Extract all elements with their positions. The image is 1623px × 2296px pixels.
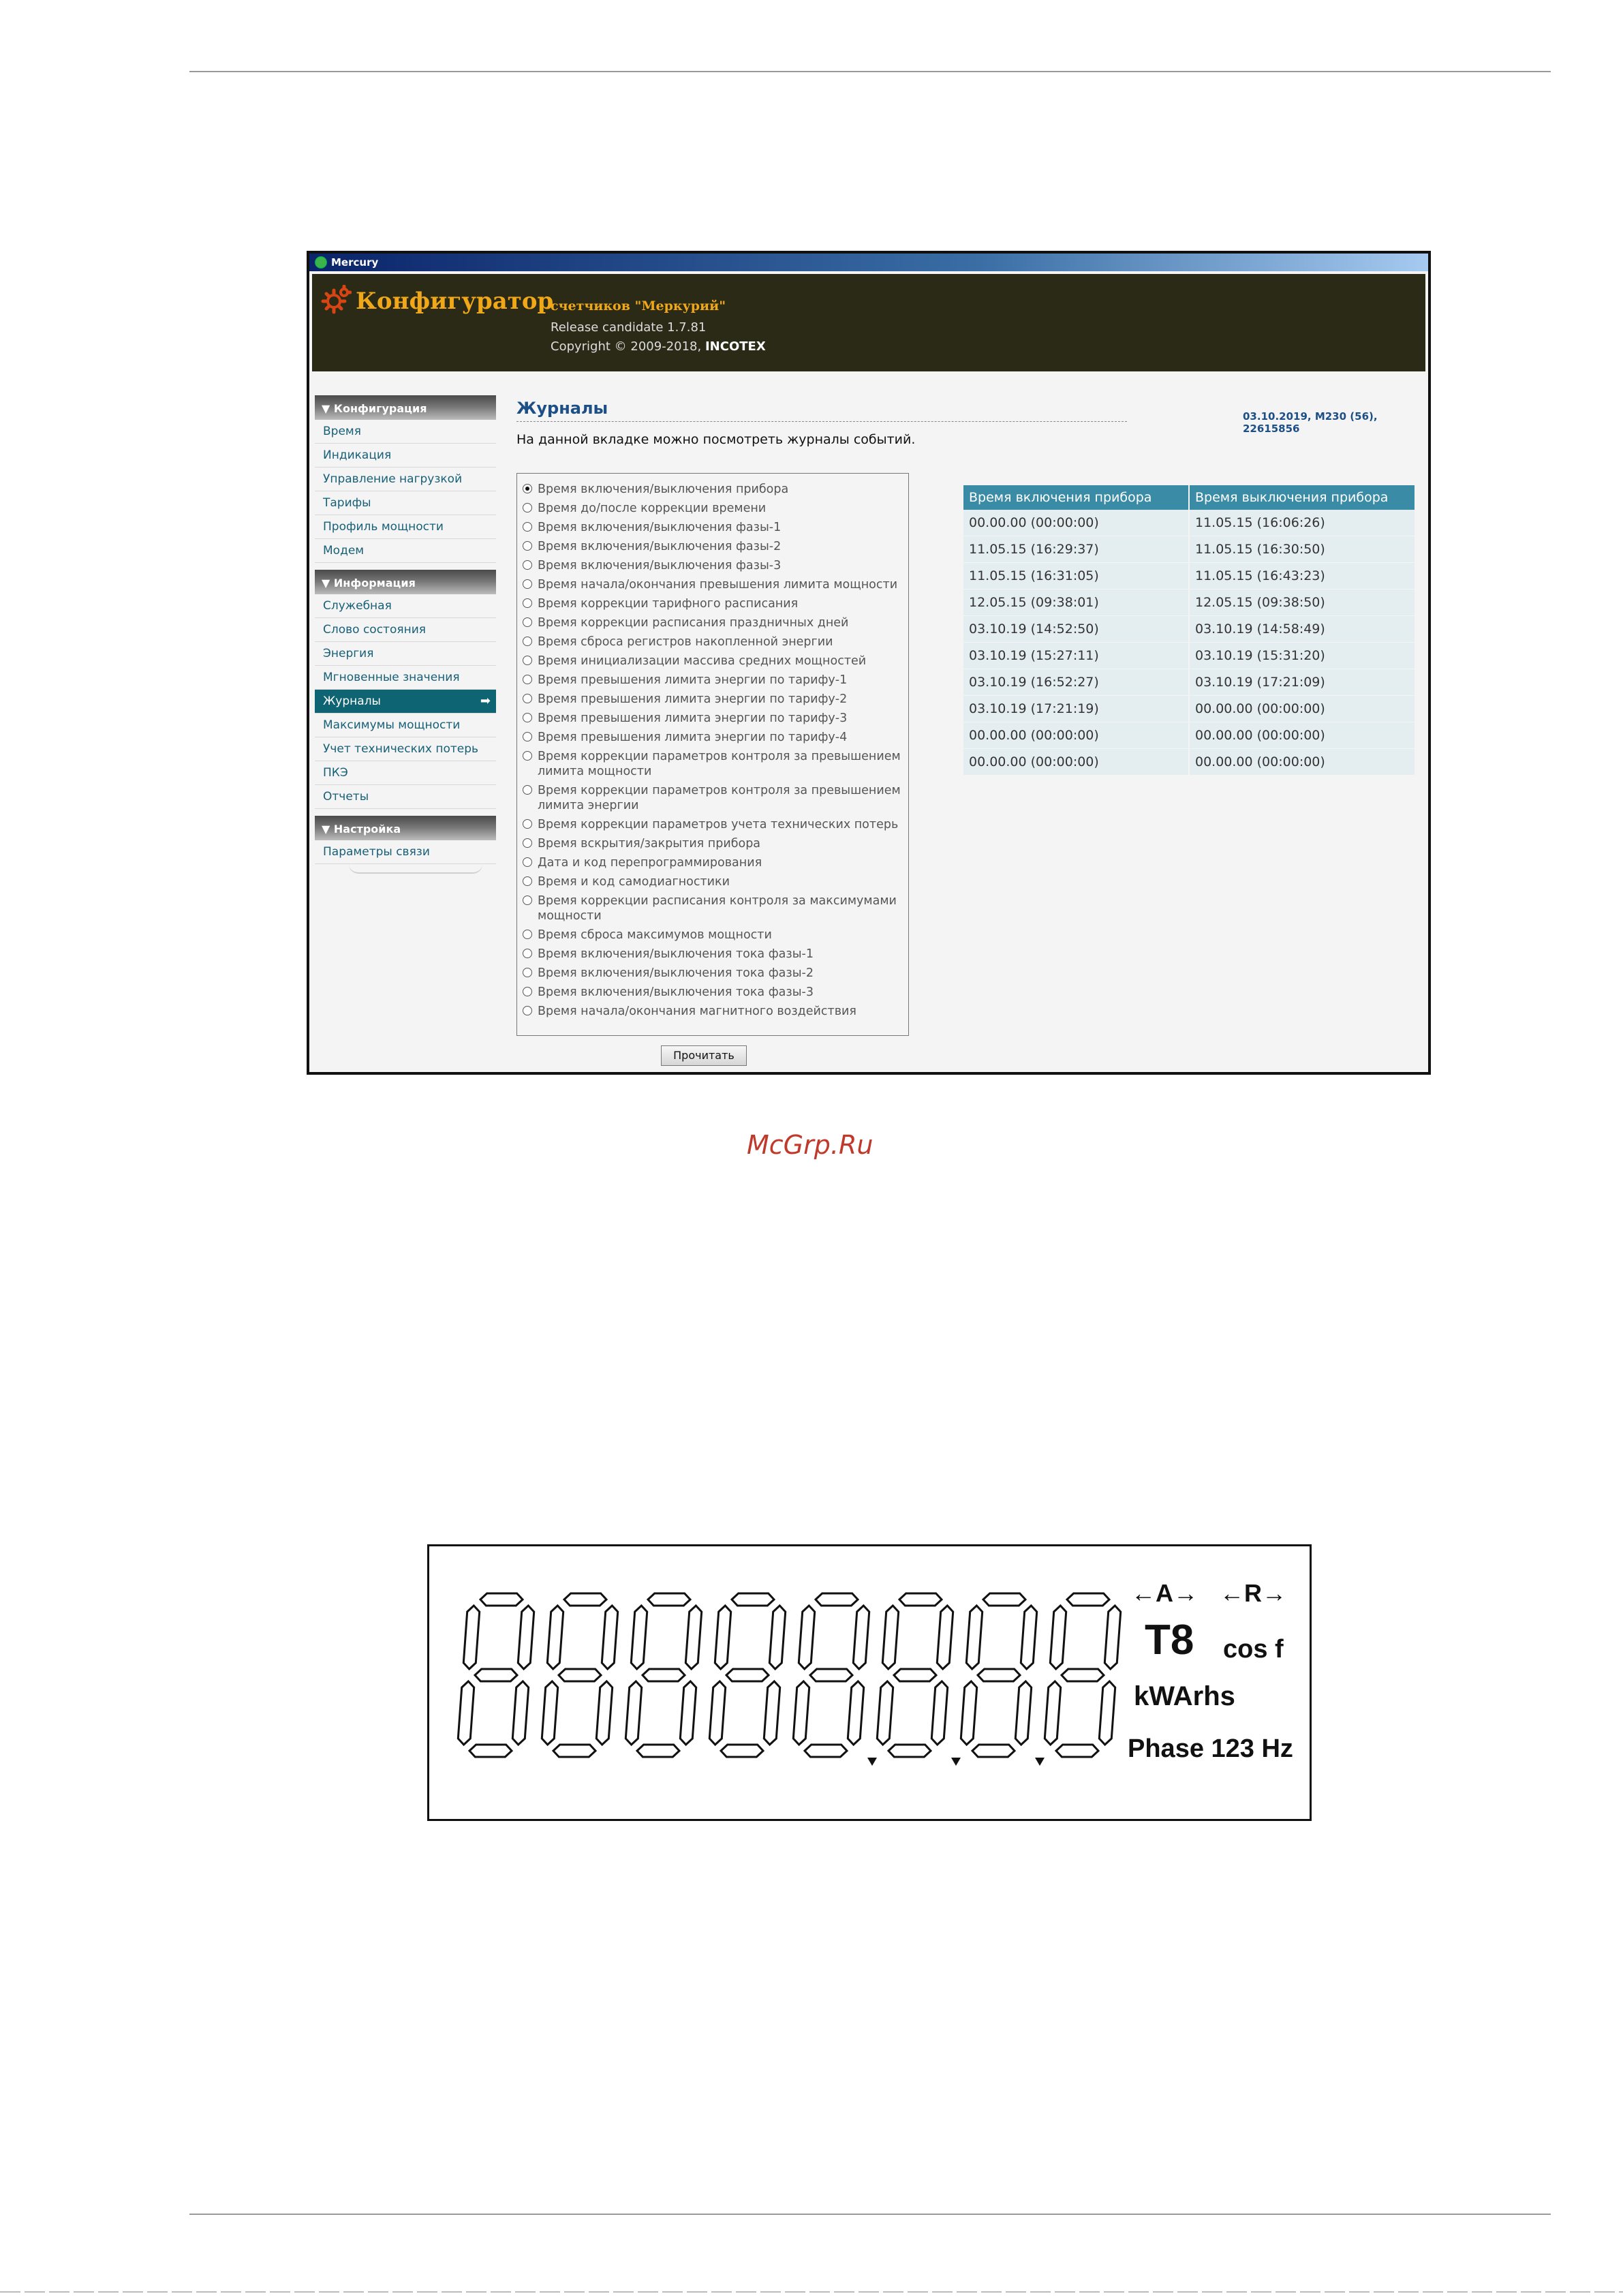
radio-icon[interactable]	[523, 968, 532, 977]
journal-option[interactable]	[517, 709, 908, 728]
sidebar-item-time[interactable]: Время	[315, 420, 496, 444]
journal-option-label: Время начала/окончания превышения лимита мощности	[538, 578, 898, 592]
journal-option[interactable]	[517, 925, 908, 945]
sidebar-item-energy[interactable]: Энергия	[315, 642, 496, 666]
arrow-right-icon: ➡	[480, 694, 491, 708]
segment-e	[793, 1681, 809, 1745]
page-bottom-rule	[189, 2214, 1551, 2215]
radio-icon[interactable]	[523, 857, 532, 867]
sidebar-nav	[315, 395, 496, 874]
segment-g	[1062, 1669, 1104, 1681]
sidebar-item-technical-losses[interactable]: Учет технических потерь	[315, 737, 496, 761]
segment-c	[1015, 1681, 1031, 1745]
segment-d	[469, 1745, 512, 1757]
segment-f	[1050, 1606, 1066, 1669]
journal-option[interactable]	[517, 945, 908, 964]
radio-icon[interactable]	[523, 617, 532, 627]
segment-f	[463, 1606, 479, 1669]
page-description: На данной вкладке можно посмотреть журналы событий.	[516, 432, 916, 447]
decimal-point-marker	[1035, 1758, 1045, 1766]
journal-option[interactable]	[517, 480, 908, 499]
journal-option[interactable]	[517, 983, 908, 1002]
journal-option-label: Время до/после коррекции времени	[538, 502, 767, 515]
segment-e	[1045, 1681, 1060, 1745]
lcd-display-diagram	[427, 1544, 1312, 1821]
segment-e	[961, 1681, 976, 1745]
copyright: Copyright © 2009-2018, INCOTEX	[551, 339, 766, 354]
radio-icon[interactable]	[523, 1006, 532, 1015]
journal-option-label: Время превышения лимита энергии по тарифу-4	[538, 731, 848, 744]
table-row	[963, 749, 1415, 776]
journal-option-label: Время коррекции тарифного расписания	[538, 597, 799, 611]
journal-option-label: Время коррекции расписания контроля за максимумами мощности	[538, 894, 897, 923]
cell-on-time: 11.05.15 (16:29:37)	[963, 536, 1188, 563]
decimal-point-marker	[951, 1758, 961, 1766]
segment-b	[1021, 1606, 1036, 1669]
journal-option-label: Дата и код перепрограммирования	[538, 856, 762, 870]
segment-e	[709, 1681, 725, 1745]
cell-off-time: 03.10.19 (14:58:49)	[1190, 616, 1415, 643]
segment-g	[978, 1669, 1020, 1681]
segment-f	[547, 1606, 563, 1669]
journal-option[interactable]	[517, 781, 908, 815]
cell-off-time: 00.00.00 (00:00:00)	[1190, 749, 1415, 776]
column-header-on-time: Время включения прибора	[963, 485, 1188, 510]
radio-icon[interactable]	[523, 987, 532, 996]
segment-g	[810, 1669, 852, 1681]
active-energy-label: ←A→	[1131, 1579, 1198, 1607]
radio-icon[interactable]	[523, 838, 532, 848]
sidebar-item-tariffs[interactable]: Тарифы	[315, 491, 496, 515]
segment-e	[542, 1681, 557, 1745]
journal-option[interactable]	[517, 575, 908, 594]
segment-a	[732, 1593, 774, 1606]
table-row	[963, 669, 1415, 696]
segment-b	[602, 1606, 617, 1669]
sidebar-section-configuration[interactable]: ▼ Конфигурация	[315, 395, 496, 420]
journal-option-label: Время инициализации массива средних мощностей	[538, 654, 867, 668]
sidebar-item-power-maximums[interactable]: Максимумы мощности	[315, 714, 496, 737]
journal-option[interactable]	[517, 556, 908, 575]
journal-option-label: Время включения/выключения прибора	[538, 483, 789, 496]
segment-e	[877, 1681, 893, 1745]
journal-option-label: Время включения/выключения тока фазы-2	[538, 966, 814, 980]
radio-icon[interactable]	[523, 785, 532, 795]
sidebar-item-journals[interactable]: Журналы ➡	[315, 690, 496, 714]
journal-option[interactable]	[517, 537, 908, 556]
journal-option[interactable]	[517, 613, 908, 632]
gear-icon	[320, 285, 352, 316]
cell-on-time: 03.10.19 (17:21:19)	[963, 696, 1188, 722]
table-row	[963, 590, 1415, 616]
segment-f	[799, 1606, 814, 1669]
cell-on-time: 00.00.00 (00:00:00)	[963, 749, 1188, 776]
sidebar-item-modem[interactable]: Модем	[315, 539, 496, 563]
journal-option[interactable]	[517, 518, 908, 537]
journal-option-label: Время сброса регистров накопленной энергии	[538, 635, 833, 649]
segment-c	[596, 1681, 612, 1745]
journal-option[interactable]	[517, 872, 908, 891]
segment-b	[853, 1606, 869, 1669]
segment-g	[726, 1669, 769, 1681]
journal-option[interactable]	[517, 594, 908, 613]
segment-d	[805, 1745, 847, 1757]
sidebar-footer-curve	[349, 864, 482, 874]
segment-c	[1099, 1681, 1115, 1745]
segment-a	[1067, 1593, 1109, 1606]
journal-option-label: Время коррекции параметров учета технических потерь	[538, 818, 899, 831]
journal-option[interactable]	[517, 1002, 908, 1021]
watermark: McGrp.Ru	[747, 1130, 874, 1160]
segment-b	[769, 1606, 785, 1669]
unit-label: kWArhs	[1134, 1681, 1235, 1711]
segment-d	[553, 1745, 596, 1757]
journal-option[interactable]	[517, 853, 908, 872]
radio-icon[interactable]	[523, 751, 532, 761]
table-row	[963, 563, 1415, 590]
radio-icon[interactable]	[523, 930, 532, 939]
journal-option-label: Время коррекции параметров контроля за превышением лимита энергии	[538, 784, 901, 812]
app-brand: Конфигуратор	[356, 288, 554, 315]
journal-table	[962, 485, 1416, 776]
segment-g	[643, 1669, 685, 1681]
journal-option-label: Время и код самодиагностики	[538, 875, 730, 889]
radio-icon[interactable]	[523, 694, 532, 703]
journal-option[interactable]	[517, 728, 908, 747]
reactive-energy-label: ←R→	[1220, 1579, 1286, 1607]
journal-option[interactable]	[517, 632, 908, 652]
journal-option[interactable]	[517, 891, 908, 925]
phase-label: Phase 123 Hz	[1128, 1734, 1293, 1763]
cell-off-time: 00.00.00 (00:00:00)	[1190, 696, 1415, 722]
journal-option[interactable]	[517, 964, 908, 983]
journal-option-label: Время включения/выключения фазы-3	[538, 559, 782, 572]
sidebar-item-indication[interactable]: Индикация	[315, 444, 496, 468]
cell-on-time: 03.10.19 (15:27:11)	[963, 643, 1188, 669]
radio-icon[interactable]	[523, 732, 532, 741]
column-header-off-time: Время выключения прибора	[1190, 485, 1415, 510]
segment-b	[937, 1606, 953, 1669]
segment-g	[894, 1669, 936, 1681]
journal-option-label: Время превышения лимита энергии по тарифу-3	[538, 711, 848, 725]
radio-icon[interactable]	[523, 503, 532, 512]
sidebar-section-settings[interactable]: ▼ Настройка	[315, 816, 496, 840]
cell-on-time: 00.00.00 (00:00:00)	[963, 510, 1188, 536]
sidebar-item-load-control[interactable]: Управление нагрузкой	[315, 468, 496, 491]
cell-off-time: 11.05.15 (16:06:26)	[1190, 510, 1415, 536]
cell-off-time: 03.10.19 (17:21:09)	[1190, 669, 1415, 696]
page-title: Журналы	[516, 399, 608, 418]
journal-option[interactable]	[517, 815, 908, 834]
segment-a	[564, 1593, 606, 1606]
journal-option[interactable]	[517, 747, 908, 781]
cell-on-time: 03.10.19 (16:52:27)	[963, 669, 1188, 696]
segment-c	[764, 1681, 779, 1745]
segment-f	[715, 1606, 730, 1669]
cell-off-time: 12.05.15 (09:38:50)	[1190, 590, 1415, 616]
table-row	[963, 510, 1415, 536]
journal-option[interactable]	[517, 671, 908, 690]
segment-d	[888, 1745, 931, 1757]
table-row	[963, 616, 1415, 643]
table-row	[963, 536, 1415, 563]
journal-option-label: Время включения/выключения фазы-2	[538, 540, 782, 553]
radio-icon[interactable]	[523, 560, 532, 570]
radio-icon[interactable]	[523, 876, 532, 886]
journal-option-label: Время включения/выключения тока фазы-3	[538, 985, 814, 999]
cell-on-time: 11.05.15 (16:31:05)	[963, 563, 1188, 590]
radio-icon[interactable]	[523, 579, 532, 589]
segment-a	[983, 1593, 1025, 1606]
sidebar-item-pke[interactable]: ПКЭ	[315, 761, 496, 785]
segment-e	[458, 1681, 474, 1745]
journal-option-label: Время сброса максимумов мощности	[538, 928, 772, 942]
radio-icon[interactable]	[523, 949, 532, 958]
radio-icon[interactable]	[523, 896, 532, 905]
app-brand-subtitle: счетчиков "Меркурий"	[551, 299, 726, 313]
radio-icon[interactable]	[523, 541, 532, 551]
segment-a	[816, 1593, 858, 1606]
journal-option-label: Время превышения лимита энергии по тарифу-1	[538, 673, 848, 687]
journal-option-label: Время включения/выключения тока фазы-1	[538, 947, 814, 961]
sidebar-item-connection-params[interactable]: Параметры связи	[315, 840, 496, 864]
cell-off-time: 11.05.15 (16:30:50)	[1190, 536, 1415, 563]
segment-d	[1056, 1745, 1098, 1757]
segment-e	[625, 1681, 641, 1745]
journal-options-list	[516, 473, 909, 1036]
cell-on-time: 12.05.15 (09:38:01)	[963, 590, 1188, 616]
journal-option[interactable]	[517, 652, 908, 671]
mercury-app-icon	[315, 256, 327, 269]
read-button[interactable]: Прочитать	[661, 1045, 747, 1066]
segment-b	[518, 1606, 534, 1669]
page-bottom-dash	[0, 2291, 1623, 2293]
tariff-label: T8	[1145, 1617, 1194, 1664]
device-meta: 03.10.2019, M230 (56), 22615856	[1243, 410, 1378, 435]
sidebar-section-information[interactable]: ▼ Информация	[315, 570, 496, 594]
journal-option-label: Время вскрытия/закрытия прибора	[538, 837, 761, 851]
page-top-rule	[189, 71, 1551, 72]
segment-d	[972, 1745, 1015, 1757]
cos-label: cos f	[1223, 1635, 1284, 1664]
journal-option-label: Время начала/окончания магнитного воздействия	[538, 1005, 856, 1018]
segment-a	[899, 1593, 942, 1606]
journal-option[interactable]	[517, 499, 908, 518]
radio-icon[interactable]	[523, 819, 532, 829]
radio-icon[interactable]	[523, 713, 532, 722]
segment-f	[631, 1606, 647, 1669]
window-titlebar[interactable]	[309, 254, 1428, 271]
segment-c	[931, 1681, 947, 1745]
segment-c	[512, 1681, 528, 1745]
sidebar-item-reports[interactable]: Отчеты	[315, 785, 496, 809]
segment-a	[648, 1593, 690, 1606]
radio-icon[interactable]	[523, 656, 532, 665]
radio-icon[interactable]	[523, 675, 532, 684]
journal-option[interactable]	[517, 690, 908, 709]
segment-b	[1104, 1606, 1120, 1669]
configurator-window	[307, 251, 1431, 1075]
radio-icon[interactable]	[523, 522, 532, 532]
window-title: Mercury	[331, 256, 379, 269]
release-version: Release candidate 1.7.81	[551, 320, 707, 335]
table-row	[963, 722, 1415, 749]
journal-option-label: Время коррекции расписания праздничных дней	[538, 616, 849, 630]
segment-g	[559, 1669, 601, 1681]
cell-off-time: 03.10.19 (15:31:20)	[1190, 643, 1415, 669]
cell-off-time: 00.00.00 (00:00:00)	[1190, 722, 1415, 749]
cell-off-time: 11.05.15 (16:43:23)	[1190, 563, 1415, 590]
cell-on-time: 00.00.00 (00:00:00)	[963, 722, 1188, 749]
sidebar-item-power-profile[interactable]: Профиль мощности	[315, 515, 496, 539]
journal-option-label: Время включения/выключения фазы-1	[538, 521, 782, 534]
segment-g	[475, 1669, 517, 1681]
segment-c	[848, 1681, 863, 1745]
radio-icon[interactable]	[523, 598, 532, 608]
segment-a	[480, 1593, 523, 1606]
segment-f	[966, 1606, 982, 1669]
table-row	[963, 643, 1415, 669]
decimal-point-marker	[867, 1758, 877, 1766]
journal-option[interactable]	[517, 834, 908, 853]
radio-icon[interactable]	[523, 637, 532, 646]
radio-selected-icon[interactable]	[523, 484, 532, 493]
segment-c	[680, 1681, 696, 1745]
sidebar-item-service[interactable]: Служебная	[315, 594, 496, 618]
journal-option-label: Время превышения лимита энергии по тарифу-2	[538, 692, 848, 706]
segment-d	[637, 1745, 679, 1757]
app-header	[312, 274, 1425, 371]
sidebar-item-status-word[interactable]: Слово состояния	[315, 618, 496, 642]
segment-b	[685, 1606, 701, 1669]
title-divider	[516, 421, 1127, 422]
sidebar-item-instant-values[interactable]: Мгновенные значения	[315, 666, 496, 690]
segment-d	[721, 1745, 763, 1757]
segment-f	[882, 1606, 898, 1669]
journal-option-label: Время коррекции параметров контроля за превышением лимита мощности	[538, 750, 901, 778]
table-row	[963, 696, 1415, 722]
cell-on-time: 03.10.19 (14:52:50)	[963, 616, 1188, 643]
